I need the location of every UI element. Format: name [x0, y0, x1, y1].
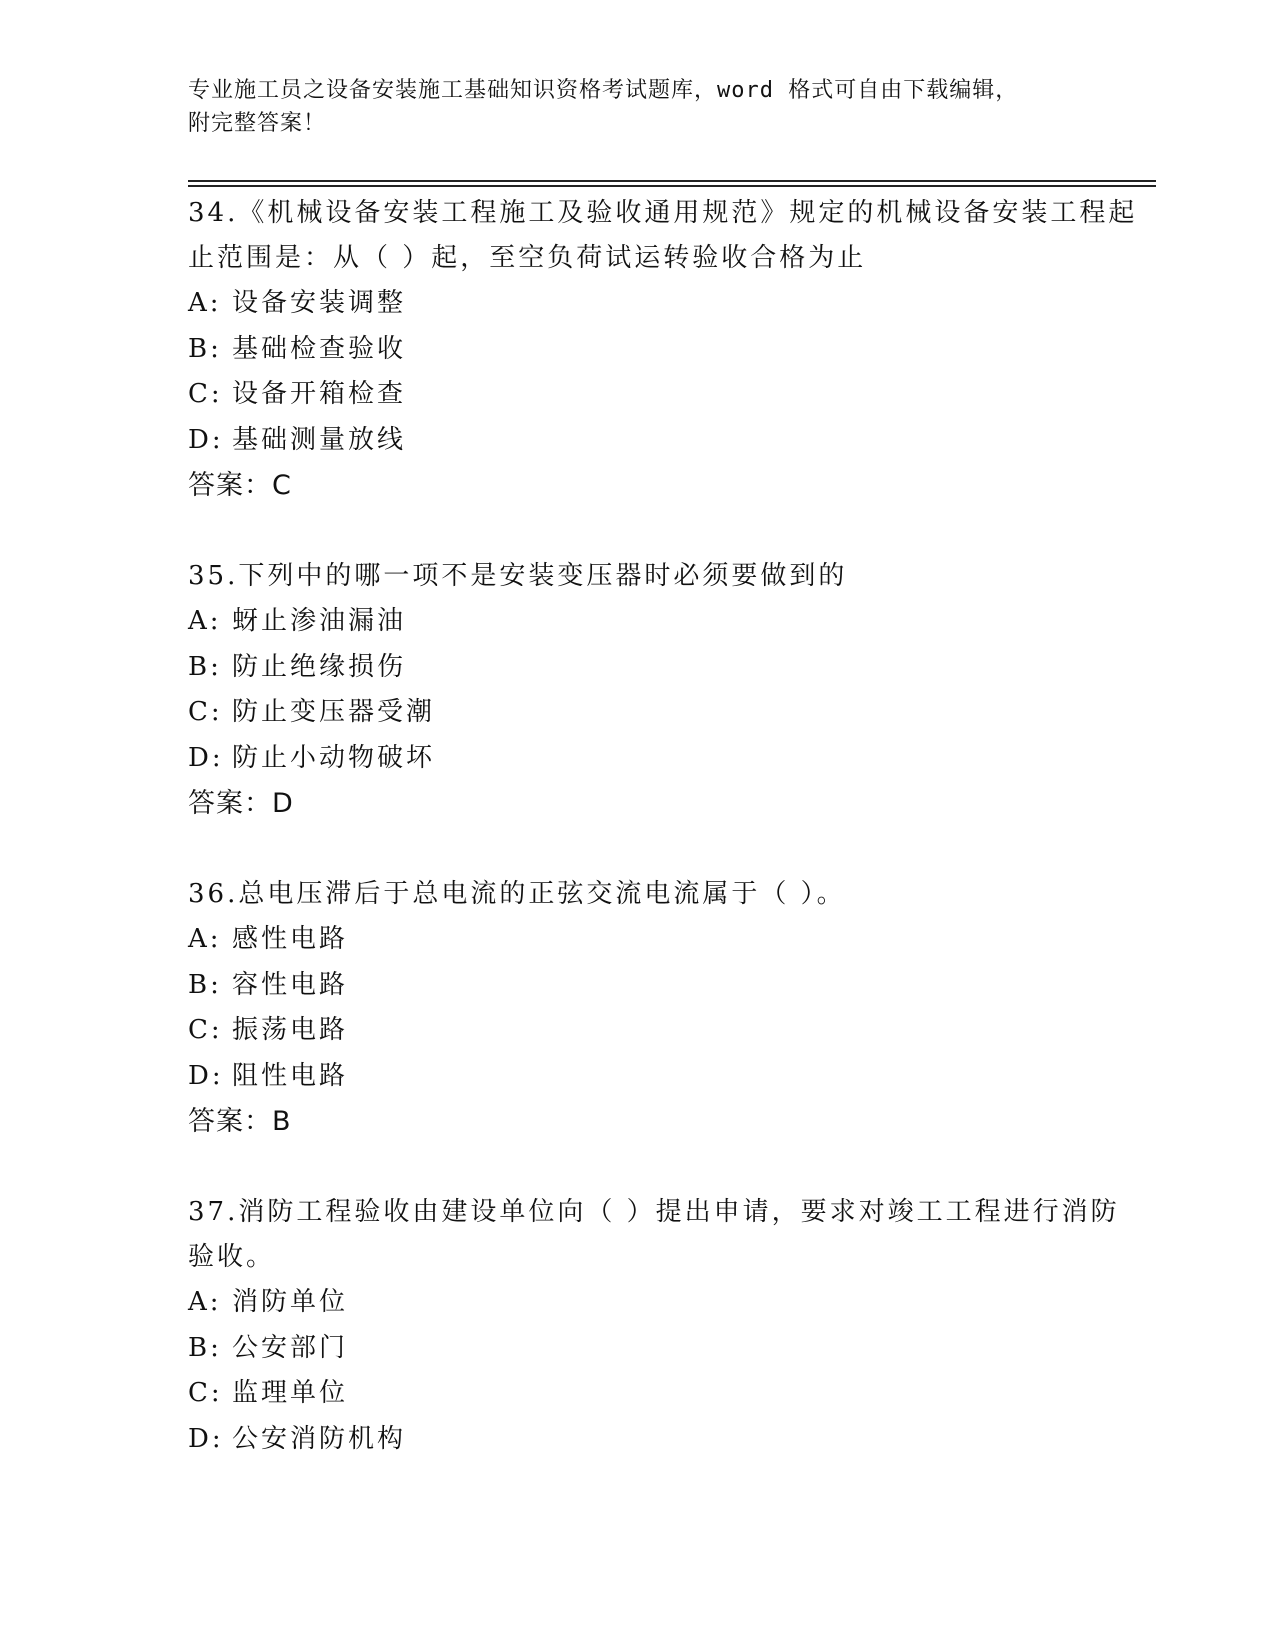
question-stem: 37.消防工程验收由建设单位向（ ）提出申请，要求对竣工工程进行消防验收。: [188, 1197, 1120, 1272]
option-text: 防止绝缘损伤: [232, 651, 407, 682]
option-text: 基础检查验收: [232, 333, 407, 364]
option-letter: D:: [188, 1423, 224, 1454]
option-text: 容性电路: [232, 969, 349, 1000]
header-divider-bottom: [188, 185, 1156, 187]
option-text: 公安部门: [232, 1332, 349, 1363]
option-letter: D:: [188, 742, 224, 773]
option-text: 蚜止渗油漏油: [232, 606, 407, 636]
option-a: [188, 1280, 1148, 1326]
option-c: [188, 1008, 1148, 1054]
option-text: 感性电路: [232, 924, 349, 954]
option-text: 防止小动物破坏: [232, 742, 436, 773]
option-text: 消防单位: [232, 1287, 349, 1317]
question-stem: 35.下列中的哪一项不是安装变压器时必须要做到的: [188, 561, 848, 591]
question-34: [188, 191, 1148, 509]
option-b: [188, 963, 1148, 1009]
question-35: [188, 554, 1148, 827]
option-text: 基础测量放线: [232, 424, 407, 455]
option-c: [188, 1371, 1148, 1417]
option-text: 设备开箱检查: [232, 379, 407, 409]
option-text: 防止变压器受潮: [232, 697, 436, 727]
question-36: [188, 872, 1148, 1145]
option-letter: B:: [188, 651, 222, 682]
option-text: 监理单位: [232, 1378, 349, 1408]
question-list: [188, 191, 1148, 1507]
header-line-2: 附完整答案！: [188, 111, 327, 136]
option-letter: C:: [188, 697, 223, 727]
option-letter: B:: [188, 969, 222, 1000]
option-letter: D:: [188, 1060, 224, 1091]
option-b: [188, 645, 1148, 691]
option-a: [188, 599, 1148, 645]
option-d: [188, 1417, 1148, 1463]
question-stem: 36.总电压滞后于总电流的正弦交流电流属于（ ）。: [188, 879, 846, 909]
option-c: [188, 690, 1148, 736]
question-stem: 34.《机械设备安装工程施工及验收通用规范》规定的机械设备安装工程起止范围是：从（ ）起，至空负荷试运转验收合格为止: [188, 198, 1138, 273]
option-letter: D:: [188, 424, 224, 455]
option-letter: A:: [188, 924, 222, 954]
option-letter: C:: [188, 379, 223, 409]
option-letter: B:: [188, 333, 222, 364]
option-text: 阻性电路: [232, 1060, 349, 1091]
option-b: [188, 327, 1148, 373]
header-divider-top: [188, 180, 1156, 182]
option-d: [188, 418, 1148, 464]
question-37: [188, 1190, 1148, 1462]
option-letter: A:: [188, 1287, 222, 1317]
answer-line: 答案：B: [188, 1106, 292, 1137]
option-text: 设备安装调整: [232, 288, 407, 318]
option-letter: A:: [188, 288, 222, 318]
option-d: [188, 736, 1148, 782]
answer-line: 答案：D: [188, 788, 294, 819]
option-letter: C:: [188, 1015, 223, 1045]
option-text: 振荡电路: [232, 1015, 349, 1045]
option-b: [188, 1326, 1148, 1372]
option-letter: C:: [188, 1378, 223, 1408]
header-line-1: 专业施工员之设备安装施工基础知识资格考试题库，word 格式可自由下载编辑，: [188, 78, 1019, 103]
option-d: [188, 1054, 1148, 1100]
document-header: [188, 74, 1088, 140]
answer-line: 答案：C: [188, 470, 292, 501]
option-a: [188, 917, 1148, 963]
option-a: [188, 281, 1148, 327]
option-letter: B:: [188, 1332, 222, 1363]
option-text: 公安消防机构: [232, 1423, 407, 1454]
option-c: [188, 372, 1148, 418]
option-letter: A:: [188, 606, 222, 636]
